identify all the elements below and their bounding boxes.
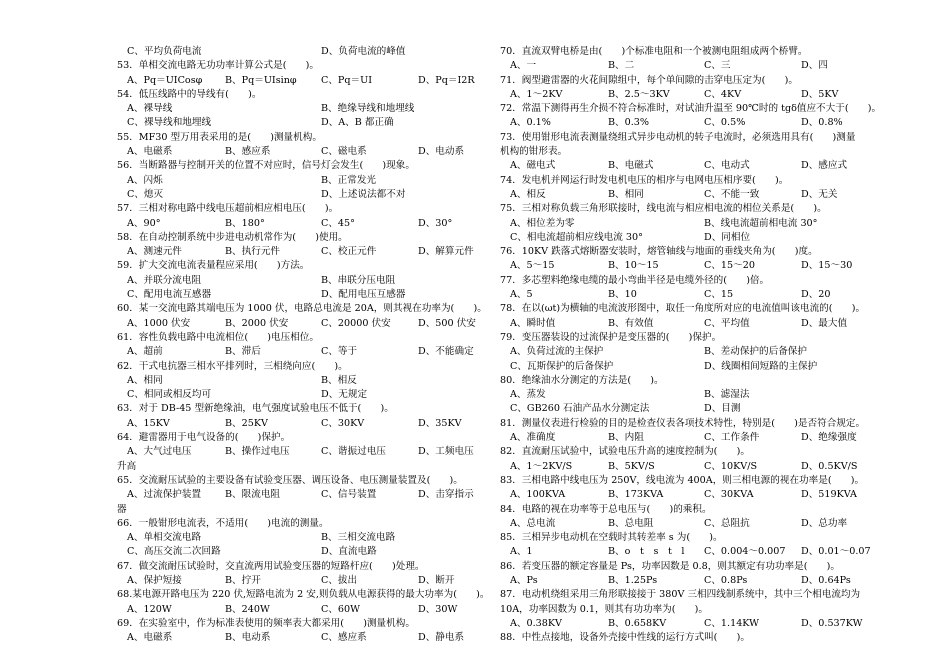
option-item: A、0.38KV [510, 617, 562, 629]
option-item: B、0.658KV [608, 617, 667, 629]
option-item: C、45° [321, 217, 355, 229]
option-item: A、电磁系 [127, 632, 173, 644]
option-item: C、信号装置 [321, 489, 377, 501]
option-item: D、0.5KV/S [801, 460, 858, 472]
option-item: B、0.3% [608, 117, 650, 129]
option-item: A、120W [127, 603, 172, 615]
option-row [500, 517, 862, 531]
question-line: 64．避雷器用于电气设备的( )保护。 [117, 432, 291, 444]
option-item: C、不能一致 [704, 188, 760, 200]
option-row [117, 245, 477, 259]
option-row [500, 460, 862, 474]
question-line: 67．做交流耐压试验时，交直流两用试验变压器的短路杆应( )处理。 [117, 560, 425, 572]
option-item: D、总功率 [801, 517, 848, 529]
option-row [117, 274, 477, 288]
question-line: 53．单相交流电路无功功率计算公式是( )。 [117, 60, 319, 72]
option-item: D、0.8% [801, 117, 843, 129]
option-row [500, 345, 862, 359]
option-item: C、熄灭 [127, 188, 164, 200]
option-item: A、测速元件 [127, 246, 182, 258]
option-item: D、断开 [418, 574, 455, 586]
option-item: A、保护短接 [127, 574, 182, 586]
left-column [117, 45, 490, 645]
option-item: C、60W [321, 603, 361, 615]
option-item: A、相位差为零 [510, 217, 575, 229]
option-item: D、5KV [801, 88, 839, 100]
option-item: D、30° [418, 217, 453, 229]
option-item: D、同相位 [704, 231, 751, 243]
option-item: B、173KVA [608, 489, 664, 501]
option-item: C、30KVA [704, 489, 754, 501]
option-item: C、0.8Ps [704, 574, 748, 586]
option-item: D、不能确定 [418, 346, 474, 358]
option-item: A、5 [510, 289, 533, 301]
option-item: B、内阻 [608, 432, 644, 444]
option-item: D、配用电压互感器 [321, 289, 406, 301]
option-row [117, 317, 477, 331]
option-row [117, 574, 477, 588]
option-item: B、10 [608, 289, 637, 301]
question-line: 72．常温下测得再生介损不符合标准时，对试油升温至 90℃时的 tgδ值应不大于( )。 [500, 103, 882, 115]
option-row [500, 88, 862, 102]
option-item: C、裸导线和地埋线 [127, 117, 212, 129]
option-item: C、4KV [704, 88, 742, 100]
option-item: D、519KVA [801, 489, 857, 501]
option-row [500, 188, 862, 202]
option-item: A、100KVA [510, 489, 566, 501]
option-item: A、电磁系 [127, 146, 173, 158]
option-item: B、相同 [608, 188, 644, 200]
option-row [500, 488, 862, 502]
option-item: B、滞后 [225, 346, 261, 358]
option-item: C、磁电系 [321, 146, 367, 158]
option-item: A、瞬时值 [510, 317, 556, 329]
option-item: D、最大值 [801, 317, 848, 329]
option-item: B、串联分压电阻 [321, 274, 396, 286]
option-item: C、20000 伏安 [321, 317, 391, 329]
option-item: A、超前 [127, 346, 163, 358]
option-item: D、上述说法都不对 [321, 188, 406, 200]
option-item: D、线圈相间短路的主保护 [704, 360, 818, 372]
question-line: 87．电动机绕组采用三角形联接接于 380V 三相四线制系统中，其中三个相电流均为 10A，功率因数为 0.1，则其有功功率为( )。 [500, 589, 861, 615]
option-item: C、高压交流二次回路 [127, 546, 221, 558]
option-item: C、0.004～0.007 [704, 546, 786, 558]
option-item: B、总电阻 [608, 517, 654, 529]
option-row [117, 417, 477, 431]
option-item: A、90° [127, 217, 161, 229]
option-item: B、线电流超前相电流 30° [704, 217, 818, 229]
option-item: C、瓦斯保护的后备保护 [510, 360, 614, 372]
question-line: 62．干式电抗器三相水平排列时，三相绕向应( )。 [117, 360, 348, 372]
option-item: A、裸导线 [127, 103, 173, 115]
option-row [117, 174, 477, 188]
question-line: 58．在自动控制系统中步进电动机常作为( )使用。 [117, 231, 348, 243]
option-item: C、GB260 石油产品水分测定法 [510, 403, 650, 415]
option-item: B、相反 [321, 374, 357, 386]
option-item: A、并联分流电阻 [127, 274, 202, 286]
option-item: A、单相交流电路 [127, 532, 202, 544]
option-item: D、0.537KW [801, 617, 863, 629]
question-line: 71．阀型避雷器的火花间隙组中，每个单间隙的击穿电压定为( )。 [500, 74, 798, 86]
option-item: D、Pq＝I2R [418, 74, 475, 86]
option-item: B、180° [225, 217, 265, 229]
option-row [500, 360, 862, 374]
option-row [117, 145, 477, 159]
question-line: 56．当断路器与控制开关的位置不对应时，信号灯会发生( )现象。 [117, 160, 415, 172]
option-item: A、0.1% [510, 117, 551, 129]
option-item: C、平均值 [704, 317, 750, 329]
option-item: C、相电流超前相应线电流 30° [510, 231, 643, 243]
option-item: D、目测 [704, 403, 741, 415]
option-item: A、负荷过流的主保护 [510, 346, 604, 358]
option-item: D、解算元件 [418, 246, 474, 258]
option-row [500, 574, 862, 588]
option-item: C、15 [704, 289, 734, 301]
question-line: 55．MF30 型万用表采用的是( )测量机构。 [117, 131, 322, 143]
option-item: B、感应系 [225, 146, 271, 158]
option-item: A、1～2KV [510, 88, 563, 100]
question-line: 65．交流耐压试验的主要设备有试验变压器、调压设备、电压测量装置及( )。 [117, 474, 463, 486]
option-item: D、四 [801, 60, 828, 72]
option-item: B、2.5～3KV [608, 88, 670, 100]
option-row [500, 159, 862, 173]
option-row [500, 617, 862, 631]
option-item: B、正常发光 [321, 174, 377, 186]
option-item: D、A、B 都正确 [321, 117, 394, 129]
option-item: D、0.01～0.07 [801, 546, 871, 558]
question-line: 69．在实验室中，作为标准表使用的频率表大都采用( )测量机构。 [117, 617, 415, 629]
option-item: C、谐振过电压 [321, 446, 386, 458]
option-row [117, 288, 477, 302]
option-item: A、过流保护装置 [127, 489, 202, 501]
option-item: B、10～15 [608, 260, 659, 272]
option-item: B、Pq＝UIsinφ [225, 74, 297, 86]
option-item: A、闪烁 [127, 174, 163, 186]
option-row [500, 59, 862, 73]
option-item: A、1000 伏安 [127, 317, 191, 329]
question-line: 80．绝缘油水分测定的方法是( )。 [500, 374, 664, 386]
option-item: C、平均负荷电流 [127, 46, 202, 57]
option-row [117, 531, 477, 545]
option-item: B、5KV/S [608, 460, 655, 472]
option-row [117, 116, 477, 130]
option-item: B、1.25Ps [608, 574, 658, 586]
option-row [500, 116, 862, 130]
question-line: 59．扩大交流电流表量程应采用( )方法。 [117, 260, 310, 272]
option-row [117, 374, 477, 388]
question-line: 77．多芯塑料绝缘电缆的最小弯曲半径是电缆外径的( )倍。 [500, 274, 770, 286]
option-row [117, 388, 477, 402]
option-item: B、有效值 [608, 317, 654, 329]
option-item: D、无关 [801, 188, 838, 200]
question-line: 70．直流双臂电桥是由( )个标准电阻和一个被测电阻组成两个桥臂。 [500, 46, 808, 57]
option-row [500, 231, 862, 245]
option-item: C、相同或相反均可 [127, 389, 212, 401]
option-item: B、差动保护的后备保护 [704, 346, 807, 358]
option-item: B、二 [608, 60, 635, 72]
option-item: D、500 伏安 [418, 317, 476, 329]
option-item: A、1～2KV/S [510, 460, 573, 472]
option-item: A、相反 [510, 188, 546, 200]
option-item: D、无规定 [321, 389, 368, 401]
question-line: 75．三相对称负载三角形联接时，线电流与相应相电流的相位关系是( )。 [500, 203, 827, 215]
option-item: C、感应系 [321, 632, 367, 644]
option-item: C、拔出 [321, 574, 358, 586]
option-row [117, 631, 477, 645]
option-item: D、电动系 [418, 146, 465, 158]
option-item: D、30W [418, 603, 458, 615]
option-item: A、大气过电压 [127, 446, 192, 458]
question-line: 63．对于 DB-45 型新绝缘油，电气强度试验电压不低于( )。 [117, 403, 394, 415]
question-line: 54．低压线路中的导线有( )。 [117, 88, 262, 100]
question-line: 74．发电机并网运行时发电机电压的相序与电网电压相序要( )。 [500, 174, 789, 186]
option-row [117, 74, 477, 88]
option-item: B、电动系 [225, 632, 271, 644]
option-row [500, 545, 871, 559]
option-item: A、1 [510, 546, 533, 558]
question-line: 升高 [117, 460, 137, 472]
option-item: C、15～20 [704, 260, 755, 272]
option-item: C、1.14KW [704, 617, 759, 629]
option-item: C、总阻抗 [704, 517, 750, 529]
option-item: D、感应式 [801, 160, 848, 172]
option-item: A、蒸发 [510, 389, 546, 401]
option-row [117, 445, 477, 459]
question-line: 66．一般钳形电流表，不适用( )电流的测量。 [117, 517, 329, 529]
question-line: 57．三相对称电路中线电压超前相应相电压( )。 [117, 203, 339, 215]
option-row [117, 603, 477, 617]
option-row [500, 317, 862, 331]
option-item: B、o t s t l [608, 546, 685, 558]
option-item: A、15KV [127, 417, 170, 429]
option-row [117, 45, 477, 59]
option-item: B、2000 伏安 [225, 317, 289, 329]
option-item: D、20 [801, 289, 831, 301]
option-item: D、35KV [418, 417, 462, 429]
option-item: D、0.64Ps [801, 574, 851, 586]
question-line: 79．变压器装设的过流保护是变压器的( )保护。 [500, 331, 722, 343]
option-item: B、限流电阻 [225, 489, 281, 501]
option-item: A、准确度 [510, 432, 556, 444]
option-item: B、240W [225, 603, 270, 615]
question-line: 76．10KV 跌落式熔断器安装时，熔管轴线与地面的垂线夹角为( )度。 [500, 246, 818, 258]
option-item: D、工频电压 [418, 446, 474, 458]
question-line: 81．测量仪表进行检验的目的是检查仪表各项技术特性，特别是( )是否符合规定。 [500, 417, 866, 429]
option-row [500, 388, 862, 402]
option-item: A、相同 [127, 374, 163, 386]
option-item: B、拧开 [225, 574, 261, 586]
option-item: D、绝缘强度 [801, 432, 857, 444]
question-line: 85．三相异步电动机在空载时其转差率 s 为( )。 [500, 532, 723, 544]
option-item: A、Pq＝UICosφ [127, 74, 203, 86]
option-item: C、三 [704, 60, 731, 72]
question-line: 86．若变压器的额定容量是 Ps，功率因数是 0.8，则其额定有功功率是( )。 [500, 560, 840, 572]
option-item: A、一 [510, 60, 537, 72]
question-line: 88．中性点接地，设备外壳接中性线的运行方式叫( )。 [500, 632, 750, 644]
question-line: 78．在以(ωt)为横轴的电流波形图中，取任一角度所对应的电流值叫该电流的( )。 [500, 303, 866, 315]
question-line: 61．容性负载电路中电流相位( )电压相位。 [117, 331, 319, 343]
option-item: D、静电系 [418, 632, 465, 644]
option-item: D、15～30 [801, 260, 853, 272]
option-row [117, 545, 477, 559]
option-item: C、0.5% [704, 117, 746, 129]
option-row [500, 259, 862, 273]
option-row [117, 217, 477, 231]
option-item: C、配用电流互感器 [127, 289, 212, 301]
option-item: B、绝缘导线和地埋线 [321, 103, 415, 115]
option-item: A、Ps [510, 574, 538, 586]
option-item: B、三相交流电路 [321, 532, 396, 544]
option-item: A、5～15 [510, 260, 555, 272]
question-line: 60．某一交流电路其端电压为 1000 伏，电路总电流是 20A，则其视在功率为( )。 [117, 303, 487, 315]
option-item: C、工作条件 [704, 432, 760, 444]
option-item: B、执行元件 [225, 246, 281, 258]
option-item: C、Pq＝UI [321, 74, 372, 86]
option-row [500, 402, 862, 416]
option-row [500, 288, 862, 302]
option-row [117, 488, 477, 502]
option-row [117, 188, 477, 202]
question-line: 68.某电源开路电压为 220 伏,短路电流为 2 安,则负载从电源获得的最大功率为( )。 [117, 589, 490, 601]
option-item: A、总电流 [510, 517, 556, 529]
option-item: D、击穿指示 [418, 489, 474, 501]
option-item: C、10KV/S [704, 460, 758, 472]
option-item: D、负荷电流的峰值 [321, 46, 406, 57]
option-item: D、直流电路 [321, 546, 377, 558]
question-line: 器 [117, 503, 127, 515]
option-item: C、等于 [321, 346, 358, 358]
option-row [117, 102, 477, 116]
right-column [500, 45, 882, 645]
option-item: B、操作过电压 [225, 446, 290, 458]
option-item: B、滤湿法 [704, 389, 750, 401]
option-item: A、磁电式 [510, 160, 556, 172]
option-item: B、25KV [225, 417, 268, 429]
option-item: B、电磁式 [608, 160, 654, 172]
question-line: 82．直流耐压试验中，试验电压升高的速度控制为( )。 [500, 446, 750, 458]
question-line: 73．使用钳形电流表测量绕组式异步电动机的转子电流时，必须选用具有( )测量机构的钳形表。 [500, 131, 856, 158]
option-row [117, 345, 477, 359]
option-item: C、30KV [321, 417, 365, 429]
question-line: 84．电路的视在功率等于总电压与( )的乘积。 [500, 503, 712, 515]
option-row [500, 217, 862, 231]
option-row [500, 431, 862, 445]
option-item: C、电动式 [704, 160, 750, 172]
question-line: 83．三相电路中线电压为 250V，线电流为 400A，则三相电源的视在功率是( )。 [500, 474, 865, 486]
option-item: C、校正元件 [321, 246, 377, 258]
